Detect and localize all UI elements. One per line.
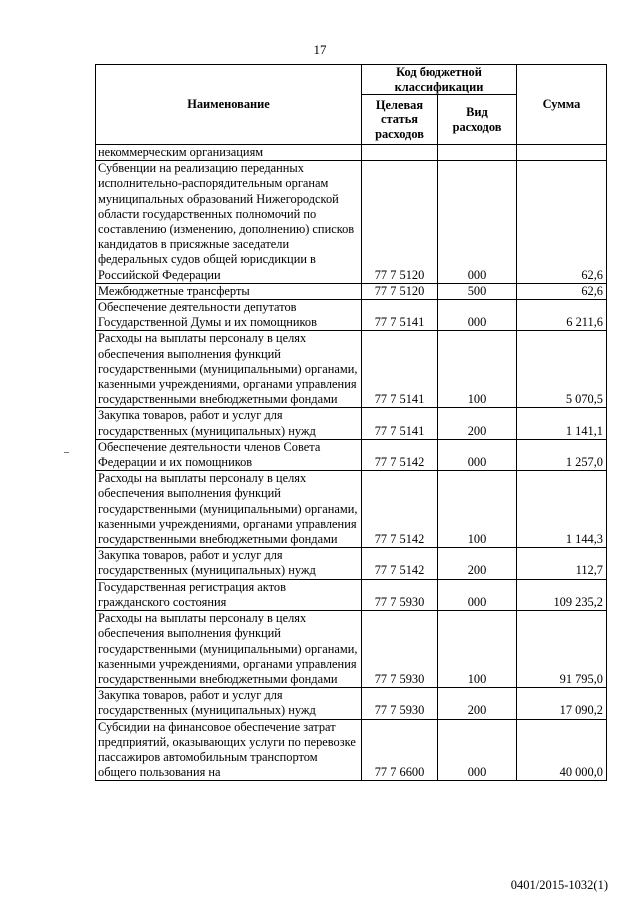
table-body [96,145,607,781]
cell-expense-type [438,145,517,161]
cell-sum: 109 235,2 [517,579,607,610]
cell-target-article: 77 7 5120 [362,161,438,284]
cell-target-article: 77 7 5141 [362,300,438,331]
cell-name: некоммерческим организациям [96,145,362,161]
cell-expense-type: 100 [438,331,517,408]
cell-name: Расходы на выплаты персоналу в целях обеспечения выполнения функций государственными (муниципальными) органами, казенными учреждениями, органами управления государственными внебюджетными фондами [96,471,362,548]
cell-target-article [362,145,438,161]
budget-table [95,64,607,781]
table-row [96,719,607,781]
cell-target-article: 77 7 5141 [362,408,438,439]
cell-name: Обеспечение деятельности депутатов Государственной Думы и их помощников [96,300,362,331]
document-code: 0401/2015-1032(1) [510,878,608,892]
cell-expense-type: 500 [438,283,517,299]
cell-sum: 62,6 [517,283,607,299]
table-row [96,283,607,299]
margin-mark [64,452,69,453]
cell-sum: 1 144,3 [517,471,607,548]
cell-expense-type: 100 [438,611,517,688]
table-row [96,331,607,408]
table-row [96,688,607,719]
cell-sum: 91 795,0 [517,611,607,688]
cell-name: Государственная регистрация актов гражданского состояния [96,579,362,610]
cell-expense-type: 000 [438,161,517,284]
cell-name: Расходы на выплаты персоналу в целях обеспечения выполнения функций государственными (муниципальными) органами, казенными учреждениями, органами управления государственными внебюджетными фондами [96,331,362,408]
cell-name: Межбюджетные трансферты [96,283,362,299]
table-row [96,145,607,161]
header-target-article: Целевая статья расходов [362,95,438,145]
table-row [96,408,607,439]
cell-target-article: 77 7 5930 [362,611,438,688]
cell-expense-type: 000 [438,300,517,331]
cell-expense-type: 200 [438,408,517,439]
cell-target-article: 77 7 5142 [362,471,438,548]
cell-name: Расходы на выплаты персоналу в целях обеспечения выполнения функций государственными (муниципальными) органами, казенными учреждениями, органами управления государственными внебюджетными фондами [96,611,362,688]
header-name: Наименование [96,65,362,145]
cell-target-article: 77 7 6600 [362,719,438,781]
cell-target-article: 77 7 5930 [362,579,438,610]
header-code-group: Код бюджетной классификации [362,65,517,95]
cell-sum: 17 090,2 [517,688,607,719]
table-row [96,439,607,470]
cell-target-article: 77 7 5120 [362,283,438,299]
table-row [96,611,607,688]
cell-expense-type: 000 [438,579,517,610]
cell-sum: 112,7 [517,548,607,579]
cell-name: Субсидии на финансовое обеспечение затрат предприятий, оказывающих услуги по перевозке пассажиров автомобильным транспортом общего пользования на [96,719,362,781]
cell-expense-type: 000 [438,439,517,470]
cell-expense-type: 100 [438,471,517,548]
cell-sum: 1 141,1 [517,408,607,439]
cell-sum: 1 257,0 [517,439,607,470]
cell-sum: 6 211,6 [517,300,607,331]
cell-name: Закупка товаров, работ и услуг для государственных (муниципальных) нужд [96,408,362,439]
cell-sum [517,145,607,161]
header-expense-type: Вид расходов [438,95,517,145]
cell-expense-type: 200 [438,688,517,719]
cell-sum: 62,6 [517,161,607,284]
table-row [96,471,607,548]
cell-target-article: 77 7 5142 [362,439,438,470]
cell-target-article: 77 7 5930 [362,688,438,719]
cell-name: Закупка товаров, работ и услуг для государственных (муниципальных) нужд [96,548,362,579]
cell-sum: 5 070,5 [517,331,607,408]
table-row [96,579,607,610]
cell-name: Закупка товаров, работ и услуг для государственных (муниципальных) нужд [96,688,362,719]
cell-expense-type: 200 [438,548,517,579]
table-row [96,161,607,284]
cell-name: Обеспечение деятельности членов Совета Федерации и их помощников [96,439,362,470]
cell-sum: 40 000,0 [517,719,607,781]
cell-name: Субвенции на реализацию переданных исполнительно-распорядительным органам муниципальных образований Нижегородской области государственных полномочий по составлению (изменению, дополнению) списков кандидатов в присяжные заседатели федеральных судов общей юрисдикции в Российской Федерации [96,161,362,284]
header-sum: Сумма [517,65,607,145]
table-row [96,300,607,331]
cell-target-article: 77 7 5141 [362,331,438,408]
table-row [96,548,607,579]
cell-target-article: 77 7 5142 [362,548,438,579]
page-number: 17 [313,42,327,57]
cell-expense-type: 000 [438,719,517,781]
